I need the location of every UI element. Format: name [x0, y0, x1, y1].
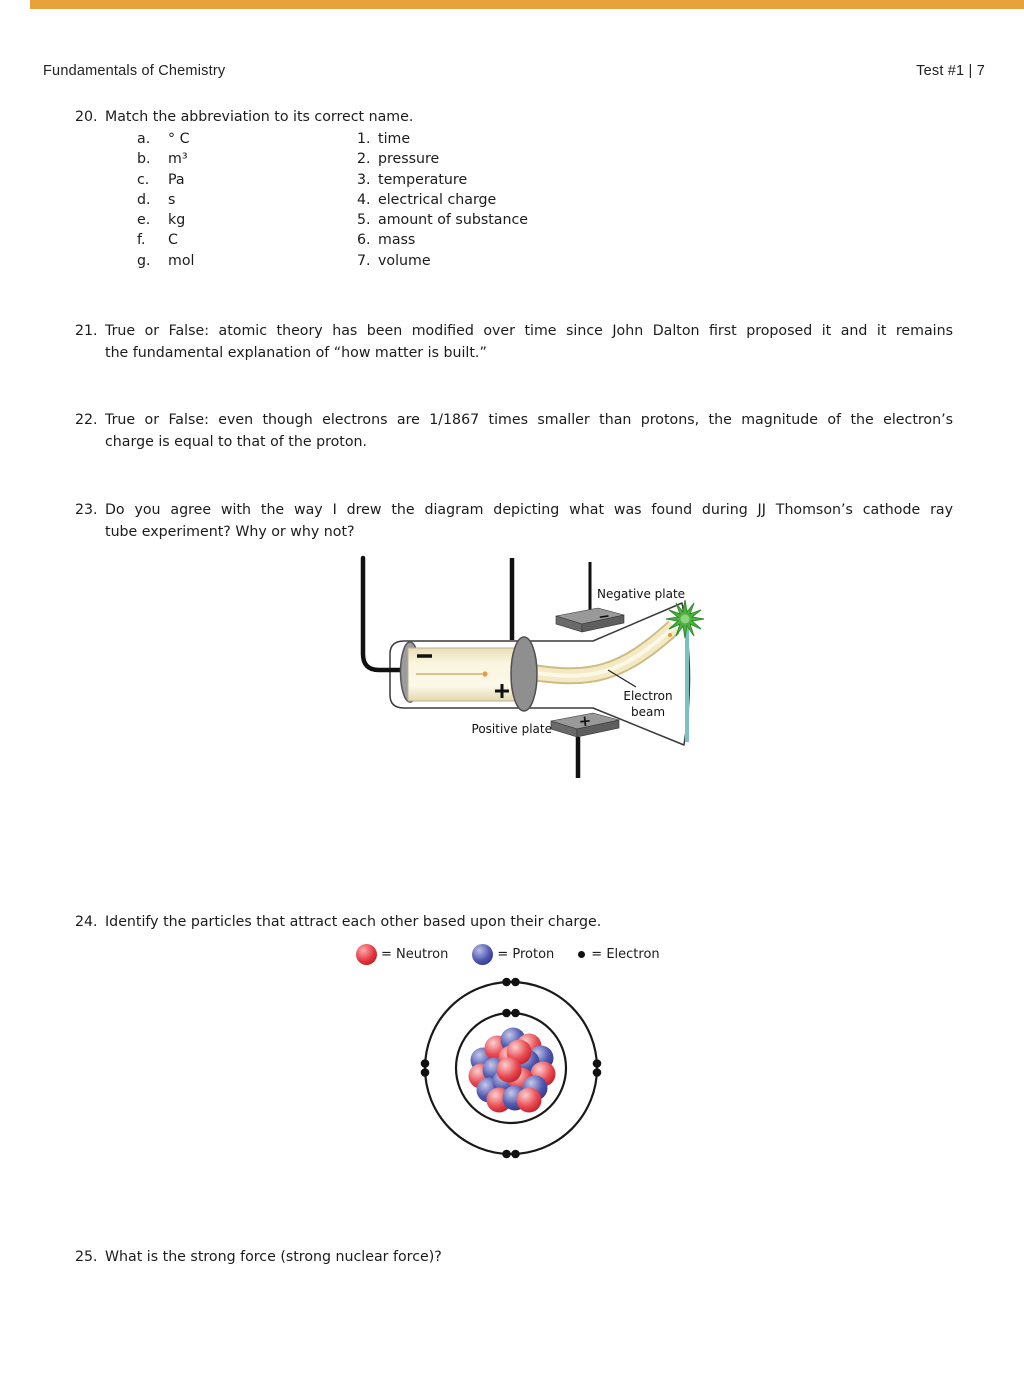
match-name: electrical charge: [378, 191, 497, 208]
positive-plate-label: Positive plate: [471, 722, 552, 736]
match-letter: d.: [137, 191, 151, 208]
match-abbr: m³: [168, 151, 188, 168]
match-num: 6.: [357, 232, 371, 249]
question-text: [105, 500, 953, 543]
match-name: mass: [378, 232, 416, 249]
match-num: 5.: [357, 212, 371, 229]
question-25: [75, 1247, 953, 1269]
match-name: amount of substance: [378, 212, 528, 229]
legend-label: = Neutron: [381, 947, 449, 962]
question-20: [75, 107, 953, 129]
electron-dot-icon: [578, 951, 585, 958]
question-number: 23.: [75, 502, 98, 518]
question-line: True or False: atomic theory has been modified over time since John Dalton first proposed it and it remains: [105, 323, 953, 339]
match-row: [137, 210, 528, 230]
negative-plate-sign: −: [597, 608, 612, 626]
match-name: pressure: [378, 151, 440, 168]
question-22: [75, 410, 953, 453]
top-accent-bar: [30, 0, 1024, 9]
neutron-sphere-icon: [356, 944, 377, 965]
match-abbr: kg: [168, 212, 186, 229]
question-23: [75, 500, 953, 543]
legend-label: = Proton: [497, 947, 555, 962]
question-text: [105, 410, 953, 453]
match-abbr: C: [168, 232, 178, 249]
question-text: Identify the particles that attract each other based upon their charge.: [105, 914, 602, 930]
question-24: [75, 912, 953, 934]
question-line: Do you agree with the way I drew the diagram depicting what was found during JJ Thomson’s cathode ray: [105, 502, 953, 518]
legend-item-proton: [472, 944, 554, 965]
question-number: 25.: [75, 1249, 98, 1265]
starburst-center: [681, 615, 690, 624]
match-letter: c.: [137, 171, 150, 188]
match-num: 1.: [357, 131, 371, 147]
match-abbr: s: [168, 191, 176, 208]
question-line: tube experiment? Why or why not?: [105, 523, 355, 540]
question-21: [75, 321, 953, 364]
matching-list: [137, 129, 528, 271]
question-line: True or False: even though electrons are 1/1867 times smaller than protons, the magnitude of the electron’s: [105, 412, 953, 428]
legend-item-neutron: [356, 944, 448, 965]
question-text: What is the strong force (strong nuclear force)?: [105, 1249, 442, 1265]
match-name: volume: [378, 252, 431, 269]
match-num: 4.: [357, 191, 371, 208]
question-number: 21.: [75, 323, 98, 339]
match-num: 7.: [357, 252, 371, 269]
document-title: Fundamentals of Chemistry: [43, 63, 226, 79]
beam-particle-dot: [668, 633, 672, 637]
match-row: [137, 149, 528, 169]
match-letter: a.: [137, 131, 151, 147]
negative-plate: [556, 608, 624, 632]
gun-inner-dot: [482, 671, 487, 676]
match-letter: e.: [137, 212, 151, 229]
match-row: [137, 230, 528, 250]
match-letter: f.: [137, 232, 146, 249]
question-line: the fundamental explanation of “how matter is built.”: [105, 344, 487, 361]
match-abbr: Pa: [168, 171, 185, 188]
match-num: 3.: [357, 171, 371, 188]
legend-item-electron: [578, 947, 659, 962]
question-number: 22.: [75, 412, 98, 428]
electron-beam-label-line2: beam: [630, 705, 666, 719]
electron-beam-label-line1: Electron: [623, 689, 673, 703]
question-line: charge is equal to that of the proton.: [105, 433, 368, 450]
particle-legend: [356, 944, 660, 965]
question-number: 20.: [75, 109, 98, 125]
match-row: [137, 251, 528, 271]
match-letter: b.: [137, 151, 151, 168]
match-row: [137, 129, 528, 149]
match-letter: g.: [137, 252, 151, 269]
match-num: 2.: [357, 151, 371, 168]
positive-plate-sign: +: [577, 711, 593, 731]
question-number: 24.: [75, 914, 98, 930]
gun-right-cap: [511, 637, 537, 711]
match-row: [137, 190, 528, 210]
proton-sphere-icon: [472, 944, 493, 965]
page-indicator: Test #1 | 7: [916, 63, 985, 79]
match-abbr: mol: [168, 252, 195, 269]
legend-label: = Electron: [591, 947, 660, 962]
negative-plate-label: Negative plate: [597, 587, 686, 601]
cathode-ray-tube-diagram: [340, 550, 720, 795]
question-text: [105, 321, 953, 364]
question-text: Match the abbreviation to its correct name.: [105, 109, 414, 125]
match-abbr: ° C: [168, 131, 190, 147]
match-name: temperature: [378, 171, 468, 188]
atom-diagram: [410, 965, 612, 1170]
match-name: time: [378, 131, 411, 147]
nucleus: [469, 1028, 556, 1113]
match-row: [137, 170, 528, 190]
